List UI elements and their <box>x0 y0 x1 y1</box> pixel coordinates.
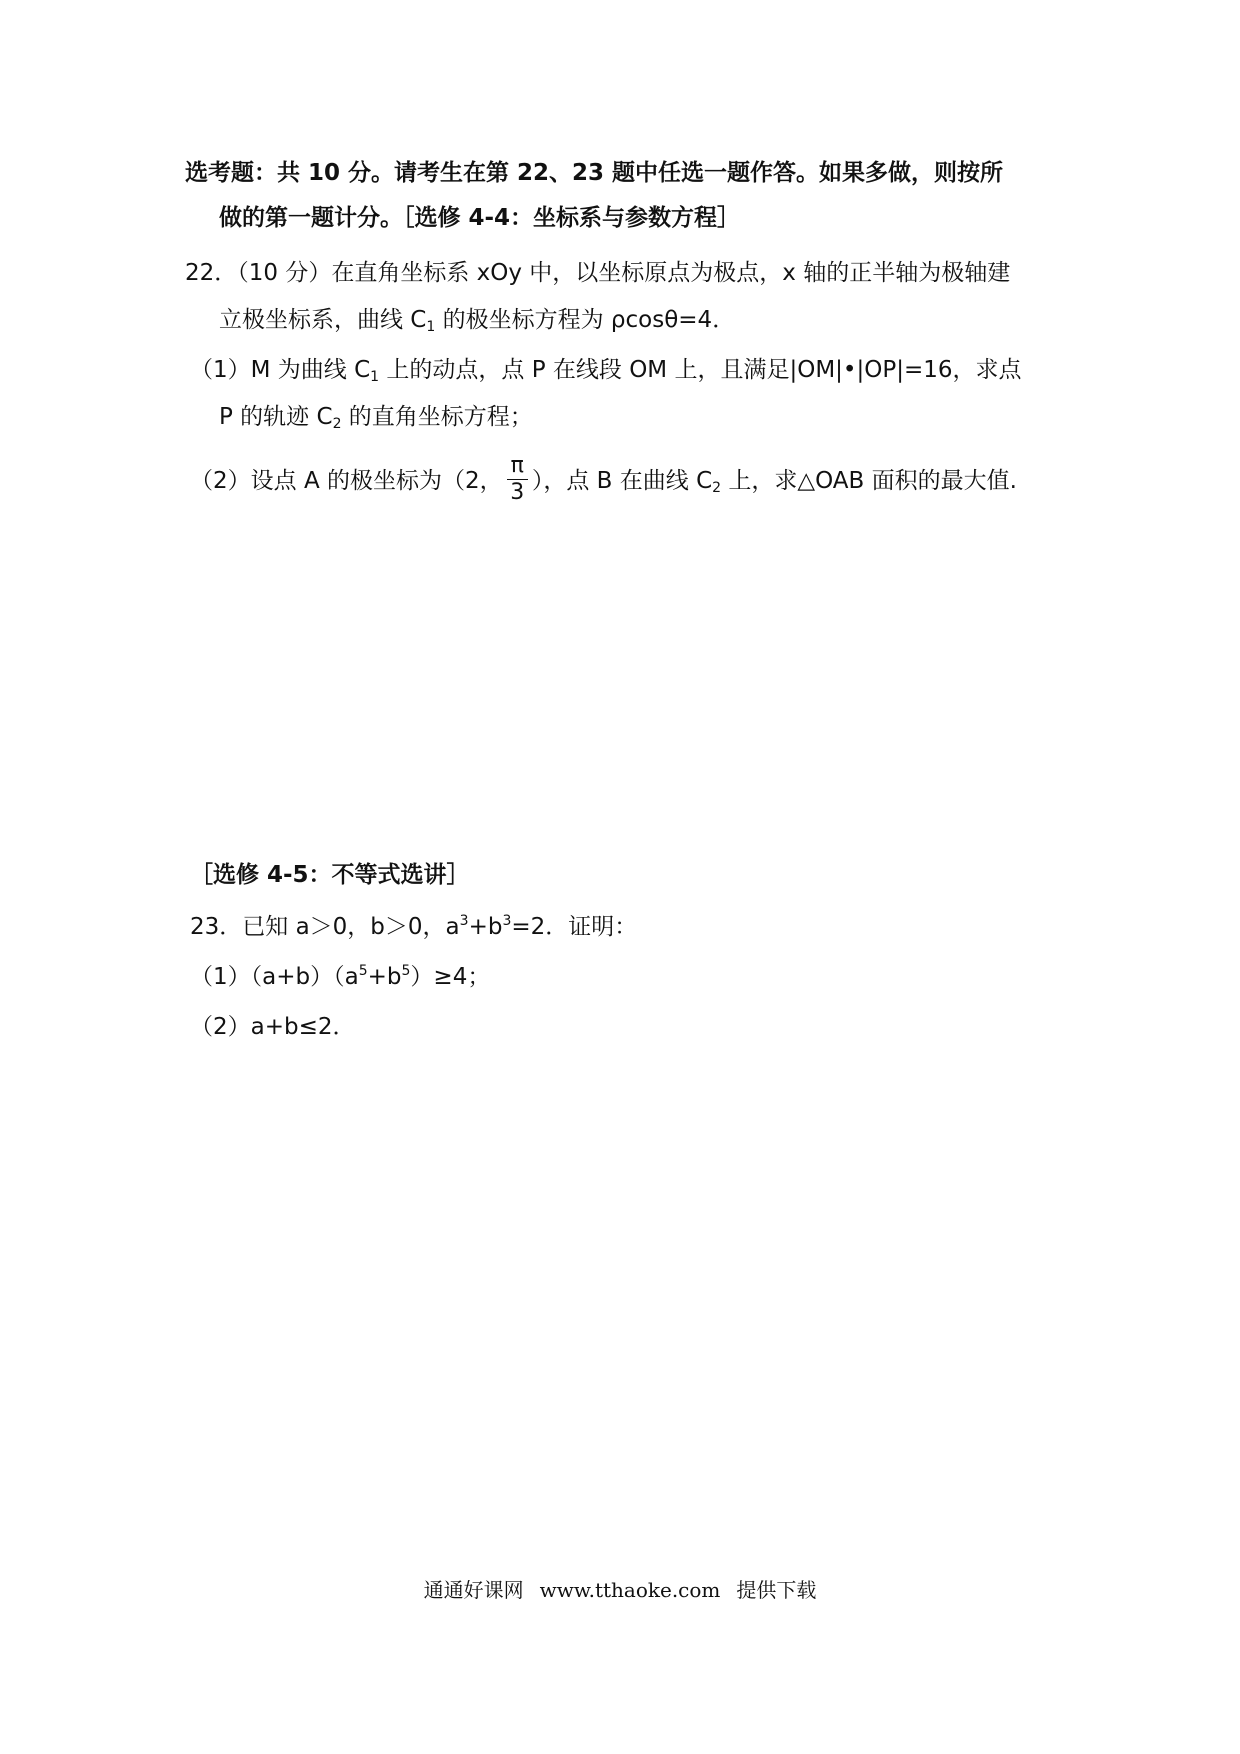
section2-header: ［选修 4-5：不等式选讲］ <box>190 862 470 888</box>
page-footer <box>0 1576 1240 1604</box>
question-23-part2: （2）a+b≤2． <box>190 1014 356 1040</box>
question-22-line1: 22．（10 分）在直角坐标系 xOy 中，以坐标原点为极点，x 轴的正半轴为极轴建 <box>185 260 1011 286</box>
question-22-part1: （1）M 为曲线 $C_1$ 上的动点，点 P 在线段 OM 上，且满足|OM|•|OP|=16，求点 <box>190 357 1022 385</box>
section-header-line1: 选考题：共 10 分。请考生在第 22、23 题中任选一题作答。如果多做，则按所 <box>185 160 1004 186</box>
question-23-part1: $(1)(a+b)(a^5+b^5)\ge 4$； <box>190 963 491 990</box>
footer-suffix: 提供下载 <box>736 1578 817 1602</box>
question-22-part2: （2）设点 A 的极坐标为（2， $\frac{\pi}{3}$ ），点 B 在曲线 $C_2$ 上，求△OAB 面积的最大值. <box>190 453 1017 505</box>
pi-over-3-fraction: $\frac{\pi}{3}$ <box>507 453 528 506</box>
footer-url[interactable]: www.tthaoke.com <box>539 1578 721 1602</box>
question-23-line1: 23．已知 a＞0，b＞0，$a^3+b^3=2$．证明： <box>190 913 638 940</box>
footer-site-name: 通通好课网 <box>423 1578 524 1602</box>
question-22-line2: 立极坐标系，曲线 $C_1$ 的极坐标方程为 ρcosθ=4． <box>219 307 736 335</box>
question-22-part1-line2: P 的轨迹 $C_2$ 的直角坐标方程； <box>219 404 533 432</box>
section-header-line2: 做的第一题计分。［选修 4-4：坐标系与参数方程］ <box>219 205 741 231</box>
